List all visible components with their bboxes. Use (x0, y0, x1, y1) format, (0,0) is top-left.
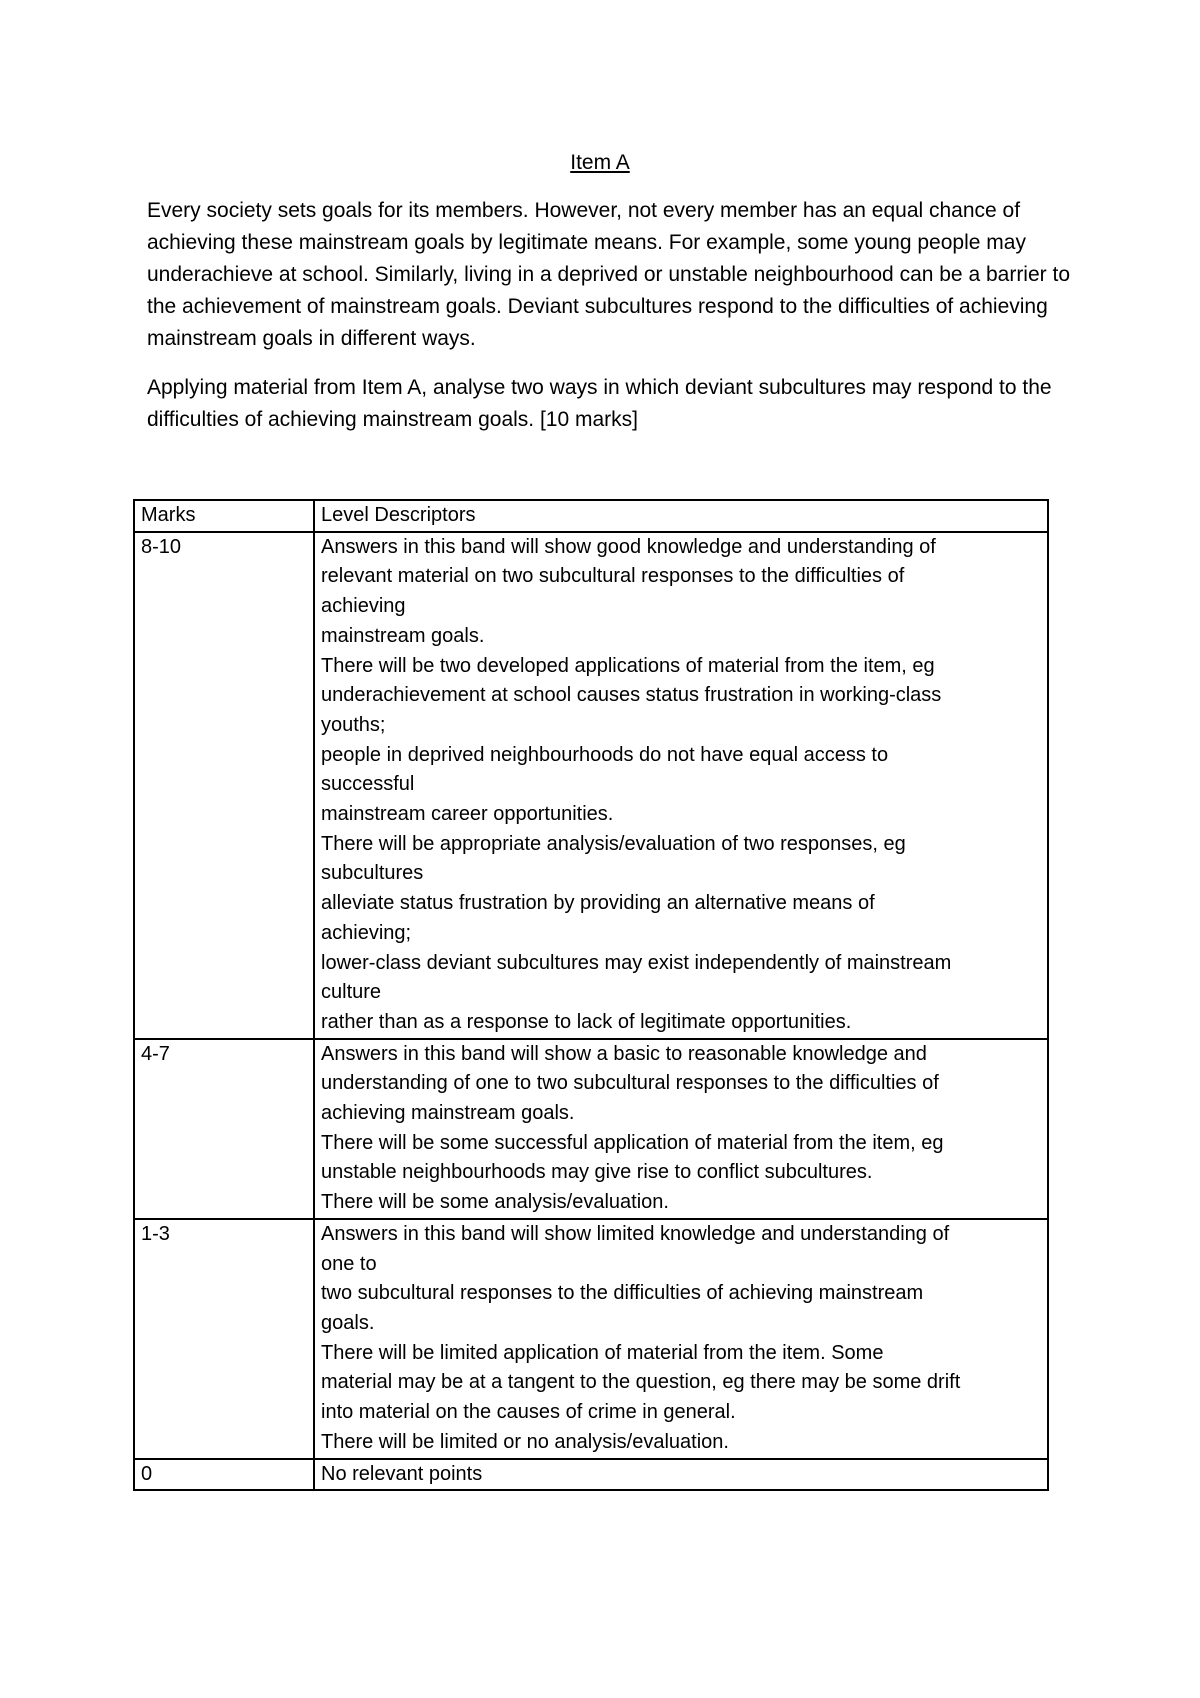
descriptor-line: No relevant points (321, 1462, 483, 1485)
descriptor-line: There will be limited or no analysis/evaluation. (321, 1430, 729, 1453)
descriptor-line: understanding of one to two subcultural responses to the difficulties of (321, 1072, 939, 1095)
descriptor-line: into material on the causes of crime in general. (321, 1401, 736, 1424)
table-header-row (134, 500, 1048, 532)
descriptor-line: youths; (321, 713, 386, 736)
table-row (134, 1459, 1048, 1491)
descriptor-line: goals. (321, 1311, 375, 1334)
header-level-descriptors: Level Descriptors (314, 500, 1048, 532)
question-text: Applying material from Item A, analyse two ways in which deviant subcultures may respond to the difficulties of achieving mainstream goals. [10 marks] (147, 376, 1052, 431)
descriptor-line: achieving; (321, 921, 412, 944)
descriptor-line: unstable neighbourhoods may give rise to conflict subcultures. (321, 1161, 873, 1184)
descriptor-cell (314, 1219, 1048, 1459)
descriptor-line: Answers in this band will show a basic to reasonable knowledge and (321, 1042, 927, 1065)
descriptor-line: two subcultural responses to the difficulties of achieving mainstream (321, 1282, 924, 1305)
descriptor-line: Answers in this band will show limited knowledge and understanding of (321, 1222, 950, 1245)
descriptor-line: There will be some analysis/evaluation. (321, 1191, 669, 1214)
table-row (134, 1219, 1048, 1459)
marks-cell: 1-3 (134, 1219, 314, 1459)
marks-cell: 4-7 (134, 1039, 314, 1219)
descriptor-line: mainstream career opportunities. (321, 803, 614, 826)
descriptor-cell (314, 1039, 1048, 1219)
header-marks: Marks (134, 500, 314, 532)
descriptor-line: There will be two developed applications of material from the item, eg (321, 654, 935, 677)
descriptor-line: relevant material on two subcultural responses to the difficulties of (321, 565, 905, 588)
descriptor-line: achieving mainstream goals. (321, 1102, 575, 1125)
descriptor-line: culture (321, 981, 382, 1004)
descriptor-line: mainstream goals. (321, 624, 485, 647)
descriptor-line: people in deprived neighbourhoods do not have equal access to (321, 743, 889, 766)
descriptor-line: subcultures (321, 862, 424, 885)
descriptor-line: lower-class deviant subcultures may exist independently of mainstream (321, 951, 952, 974)
descriptor-line: achieving (321, 595, 406, 618)
descriptor-line: Answers in this band will show good knowledge and understanding of (321, 535, 936, 558)
descriptor-line: one to (321, 1252, 377, 1275)
marks-cell: 8-10 (134, 532, 314, 1039)
descriptor-line: There will be limited application of material from the item. Some (321, 1341, 884, 1364)
descriptor-cell (314, 1459, 1048, 1491)
descriptor-line: material may be at a tangent to the question, eg there may be some drift (321, 1371, 961, 1394)
descriptor-line: successful (321, 773, 415, 796)
descriptor-line: There will be appropriate analysis/evaluation of two responses, eg (321, 832, 906, 855)
descriptor-line: rather than as a response to lack of legitimate opportunities. (321, 1010, 852, 1033)
descriptor-line: underachievement at school causes status frustration in working-class (321, 684, 942, 707)
descriptor-cell (314, 532, 1048, 1039)
descriptor-line: There will be some successful application of material from the item, eg (321, 1131, 944, 1154)
table-row (134, 532, 1048, 1039)
mark-scheme-table (133, 499, 1049, 1491)
item-title: Item A (570, 151, 630, 174)
marks-cell: 0 (134, 1459, 314, 1491)
table-row (134, 1039, 1048, 1219)
item-paragraph: Every society sets goals for its members. However, not every member has an equal chance of achieving these mainstream goals by legitimate means. For example, some young people may underachieve at school. Similarly, living in a deprived or unstable neighbourhood can be a barrier to the achievement of mainstream goals. Deviant subcultures respond to the difficulties of achieving mainstream goals in different ways. (147, 199, 1070, 350)
descriptor-line: alleviate status frustration by providing an alternative means of (321, 892, 875, 915)
